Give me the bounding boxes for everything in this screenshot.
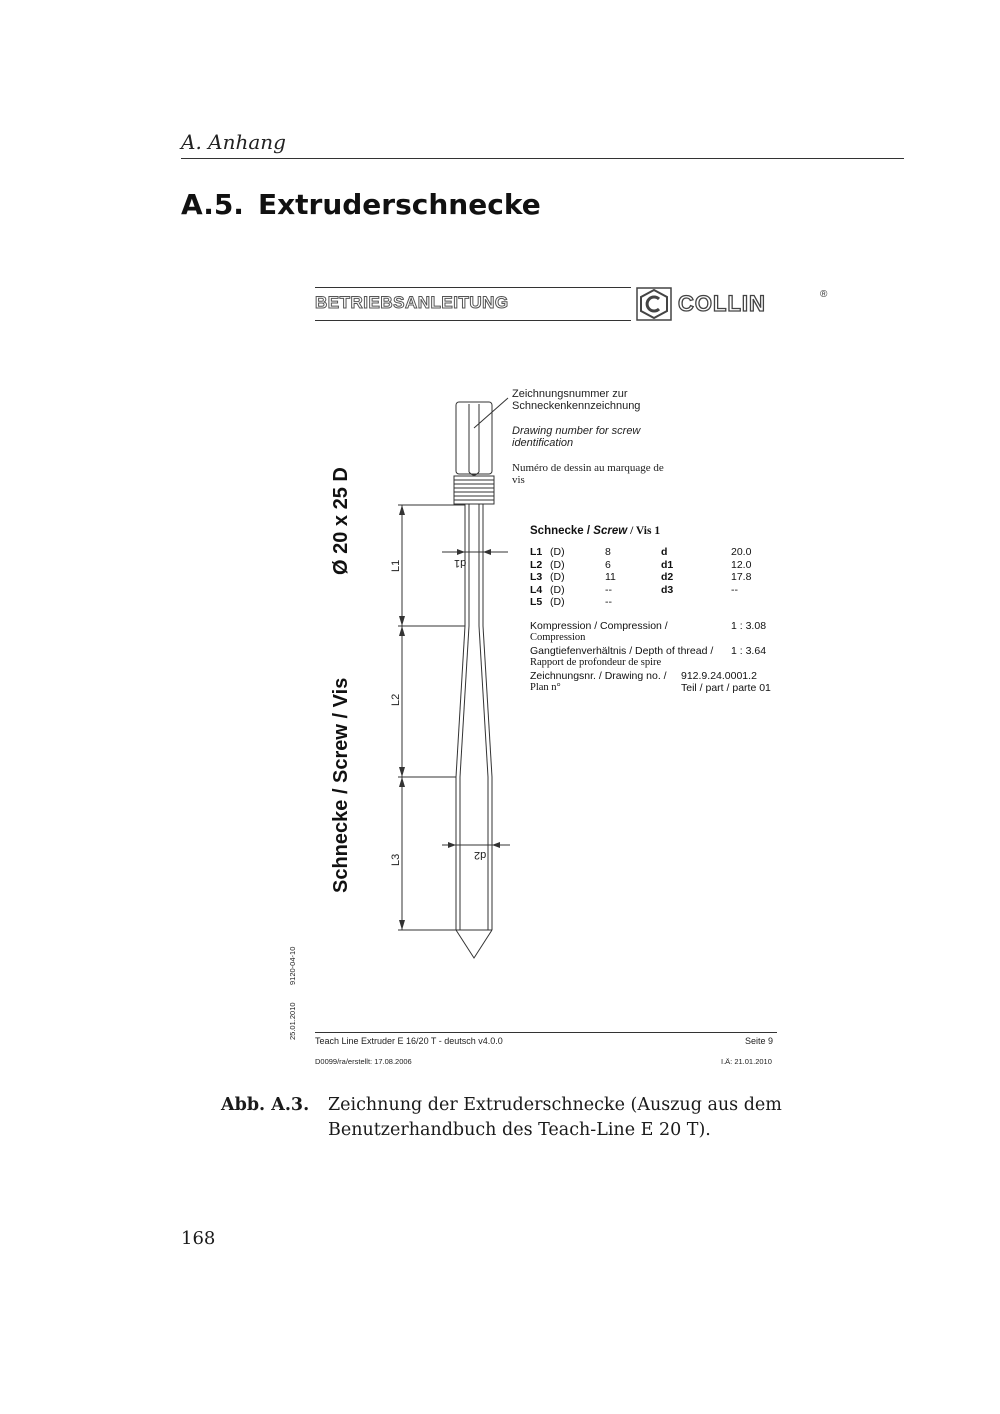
spec-rows — [530, 546, 770, 609]
spec-l: L1 — [530, 546, 543, 558]
section-number: A.5. — [181, 188, 244, 221]
caption-text: Zeichnung der Extruderschnecke (Auszug aus dem Benutzerhandbuch des Teach-Line E 20 T). — [328, 1095, 782, 1140]
doc-footer-sub-right: I.Ä: 21.01.2010 — [721, 1057, 772, 1066]
dim-label-d2: d2 — [474, 849, 487, 861]
spec-lval: -- — [605, 596, 612, 608]
header-rule — [181, 158, 904, 159]
spec-lval: -- — [605, 583, 612, 596]
drawing-number: 912.9.24.0001.2 — [681, 670, 757, 682]
spec-l: L5 — [530, 596, 543, 608]
spec-d: d2 — [661, 571, 674, 583]
running-head: A. Anhang — [181, 130, 286, 154]
registered-mark: ® — [820, 289, 828, 300]
doc-footer-right: Seite 9 — [745, 1036, 774, 1046]
collin-brand: COLLIN — [678, 291, 766, 316]
dim-label-l1: L1 — [390, 559, 402, 572]
side-date: 25.01.2010 — [288, 1002, 297, 1040]
spec-lval: 6 — [605, 558, 611, 571]
collin-logo-icon — [636, 287, 672, 321]
drawing-fr: Plan n° — [530, 682, 561, 693]
spec-unit: (D) — [550, 558, 565, 571]
caption-label: Abb. A.3. — [221, 1095, 310, 1115]
spec-row — [530, 559, 770, 572]
spec-lval: 8 — [605, 546, 611, 558]
spec-title: Schnecke / Screw / Vis 1 — [530, 525, 661, 537]
spec-lval: 11 — [605, 571, 616, 583]
screw-drawing — [380, 390, 530, 970]
side-code: 9120-04-10 — [288, 946, 297, 985]
vertical-title — [330, 678, 353, 893]
note-en: Drawing number for screw identification — [512, 425, 641, 449]
spec-row — [530, 571, 770, 584]
vertical-size: Ø 20 x 25 D — [330, 467, 352, 575]
drawing-label: Zeichnungsnr. / Drawing no. / — [530, 670, 667, 682]
compression-fr: Compression — [530, 632, 586, 643]
brand-rule-top — [315, 287, 631, 288]
spec-dval: 17.8 — [731, 571, 752, 583]
note-fr: Numéro de dessin au marquage de vis — [512, 462, 664, 486]
spec-l: L2 — [530, 558, 543, 571]
spec-d: d1 — [661, 558, 674, 571]
section-title-text: Extruderschnecke — [257, 188, 541, 221]
brand-rule-bottom — [315, 320, 631, 321]
spec-unit: (D) — [550, 571, 565, 583]
compression-label: Kompression / Compression / — [530, 620, 668, 632]
doc-footer-rule — [315, 1032, 777, 1033]
spec-unit: (D) — [550, 546, 565, 558]
spec-dval: 20.0 — [731, 546, 752, 558]
section-title — [181, 188, 541, 221]
depth-label: Gangtiefenverhältnis / Depth of thread / — [530, 645, 714, 657]
spec-row — [530, 584, 770, 597]
spec-unit: (D) — [550, 596, 565, 608]
spec-d: d — [661, 546, 668, 558]
spec-l: L3 — [530, 571, 543, 583]
screw-head — [456, 402, 492, 474]
spec-l: L4 — [530, 583, 543, 596]
spec-dval: 12.0 — [731, 558, 752, 571]
doc-footer-left: Teach Line Extruder E 16/20 T - deutsch v4.0.0 — [315, 1036, 503, 1046]
dim-label-d1: d1 — [454, 557, 467, 569]
spec-row — [530, 596, 770, 609]
spec-unit: (D) — [550, 583, 565, 596]
depth-fr: Rapport de profondeur de spire — [530, 657, 662, 668]
compression-value: 1 : 3.08 — [731, 620, 767, 632]
page-number: 168 — [181, 1228, 216, 1249]
depth-value: 1 : 3.64 — [731, 645, 767, 657]
manual-brand-label: BETRIEBSANLEITUNG — [315, 293, 509, 312]
vertical-title-text: Schnecke / Screw / Vis — [330, 677, 352, 893]
spec-dval: -- — [731, 583, 738, 596]
note-de: Zeichnungsnummer zur Schneckenkennzeichnung — [512, 388, 641, 412]
spec-d: d3 — [661, 583, 674, 596]
doc-footer-sub-left: D0099/ra/erstellt: 17.08.2006 — [315, 1057, 412, 1066]
dim-label-l3: L3 — [390, 853, 402, 866]
dim-label-l2: L2 — [390, 693, 402, 706]
spec-row — [530, 546, 770, 559]
part-number: Teil / part / parte 01 — [681, 682, 771, 694]
